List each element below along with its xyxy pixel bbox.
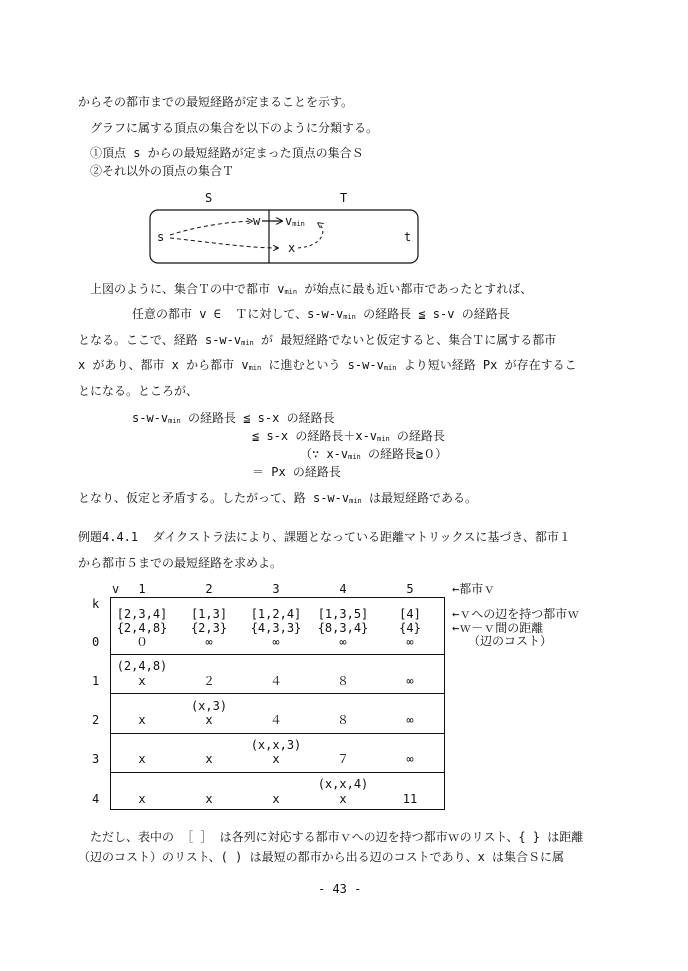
column-header: 4 (339, 582, 347, 596)
table-cell: x (272, 752, 280, 766)
edge-list: [2,3,4] (116, 607, 168, 621)
table-cell: ∞ (339, 635, 347, 649)
table-cell: ４ (269, 674, 282, 688)
row-divider (110, 693, 444, 694)
inequality-1: $s-w-v_{min}$ の経路長 ≦ s-x の経路長 (132, 411, 335, 425)
v-label: v (112, 582, 120, 596)
proof-line-3: となる。ここで、経路 $s-w-v_{min}$ が 最短経路でないと仮定すると、集合Ｔに属する都市 (78, 333, 557, 347)
legend-cost: （辺のコスト） (468, 634, 553, 648)
legend-list: ←ｖへの辺を持つ都市ｗ (452, 607, 580, 621)
table-cell: ０ (135, 635, 148, 649)
row-note: (x,x,4) (317, 777, 369, 791)
paragraph-2: グラフに属する頂点の集合を以下のように分類する。 (90, 121, 379, 135)
example-title-2: から都市５までの最短経路を求めよ。 (78, 556, 283, 570)
table-cell: ８ (336, 713, 349, 727)
set-diagram (148, 188, 423, 268)
set-boundary-box (150, 210, 418, 263)
row-k-label: 0 (92, 635, 100, 649)
proof-line-4: x があり、都市 x から都市 $v_{min}$ に進むという $s-w-v_{min}$ より短い経路 Px が存在するこ (78, 358, 577, 372)
k-label: k (92, 597, 100, 611)
edge-list: [1,2,4] (250, 607, 302, 621)
inequality-3: （∵ $x-v_{min}$ の経路長≧０） (300, 447, 448, 461)
footnote-line-1: ただし、表中の ［ ］ は各列に対応する都市ｖへの辺を持つ都市ｗのリスト、{ } は距離 (90, 830, 584, 844)
cost-list: {4,3,3} (250, 621, 302, 635)
list-item-1: ①頂点 s からの最短経路が定まった頂点の集合Ｓ (90, 146, 364, 160)
edge-s-w (170, 221, 252, 235)
table-cell: ∞ (406, 752, 414, 766)
table-cell: ４ (269, 713, 282, 727)
node-x: x (288, 241, 296, 255)
column-header: 3 (272, 582, 280, 596)
table-cell: x (138, 792, 146, 806)
proof-conclusion: となり、仮定と矛盾する。したがって、路 $s-w-v_{min}$ は最短経路である。 (78, 491, 477, 505)
row-k-label: 2 (92, 713, 100, 727)
cost-list: {4} (399, 621, 421, 635)
cost-list: {2,3} (190, 621, 228, 635)
edge-list: [4] (399, 607, 421, 621)
table-cell: ∞ (272, 635, 280, 649)
node-t: t (404, 230, 412, 244)
table-cell: ∞ (205, 635, 213, 649)
table-cell: x (138, 713, 146, 727)
set-s-label: S (205, 191, 213, 205)
cost-list: {2,4,8} (116, 621, 168, 635)
inequality-4: ＝ Px の経路長 (252, 465, 341, 479)
set-t-label: T (340, 191, 348, 205)
edge-list: [1,3] (190, 607, 228, 621)
row-k-label: 3 (92, 752, 100, 766)
table-cell: ∞ (406, 674, 414, 688)
list-item-2: ②それ以外の頂点の集合Ｔ (90, 164, 235, 178)
column-header: 2 (205, 582, 213, 596)
row-divider (110, 654, 444, 655)
table-cell: x (205, 752, 213, 766)
table-cell: x (205, 792, 213, 806)
example-title: 例題4.4.1 ダイクストラ法により、課題となっている距離マトリックスに基づき、都市１ (78, 530, 571, 544)
table-cell: x (138, 674, 146, 688)
paragraph-1: からその都市までの最短経路が定まることを示す。 (78, 95, 354, 109)
row-note: (2,4,8) (116, 659, 168, 673)
row-k-label: 4 (92, 792, 100, 806)
edge-s-x (170, 238, 278, 248)
table-cell: ∞ (406, 635, 414, 649)
table-cell: ２ (202, 674, 215, 688)
table-cell: ∞ (406, 713, 414, 727)
table-cell: x (339, 792, 347, 806)
row-note: (x,x,3) (250, 738, 302, 752)
legend-distance: ←ｗ－ｖ間の距離 (452, 621, 544, 635)
node-vmin: $v_{min}$ (285, 214, 305, 228)
cost-list: {8,3,4} (317, 621, 369, 635)
table-cell: x (205, 713, 213, 727)
column-header: 1 (138, 582, 146, 596)
page-number: - 43 - (318, 882, 362, 896)
row-note: (x,3) (190, 699, 228, 713)
row-divider (110, 772, 444, 773)
table-cell: x (272, 792, 280, 806)
footnote-line-2: （辺のコスト）のリスト、( ) は最短の都市から出る辺のコストであり、x は集合Ｓに属 (78, 850, 565, 864)
node-w: w (253, 214, 261, 228)
proof-line-5: とになる。ところが、 (78, 384, 199, 398)
proof-line-1: 上図のように、集合Ｔの中で都市 $v_{min}$ が始点に最も近い都市であったとすれば、 (90, 282, 533, 296)
edge-list: [1,3,5] (317, 607, 369, 621)
proof-line-2: 任意の都市 v ∈ Ｔに対して、$s-w-v_{min}$ の経路長 ≦ s-v の経路長 (132, 307, 510, 321)
column-header: 5 (406, 582, 414, 596)
node-s: s (157, 230, 165, 244)
row-divider (110, 733, 444, 734)
table-cell: x (138, 752, 146, 766)
row-k-label: 1 (92, 674, 100, 688)
legend-city: ←都市ｖ (452, 582, 496, 596)
table-cell: 11 (402, 792, 418, 806)
inequality-2: ≦ s-x の経路長$+x-v_{min}$ の経路長 (252, 429, 445, 443)
table-cell: ８ (336, 674, 349, 688)
table-cell: ７ (336, 752, 349, 766)
